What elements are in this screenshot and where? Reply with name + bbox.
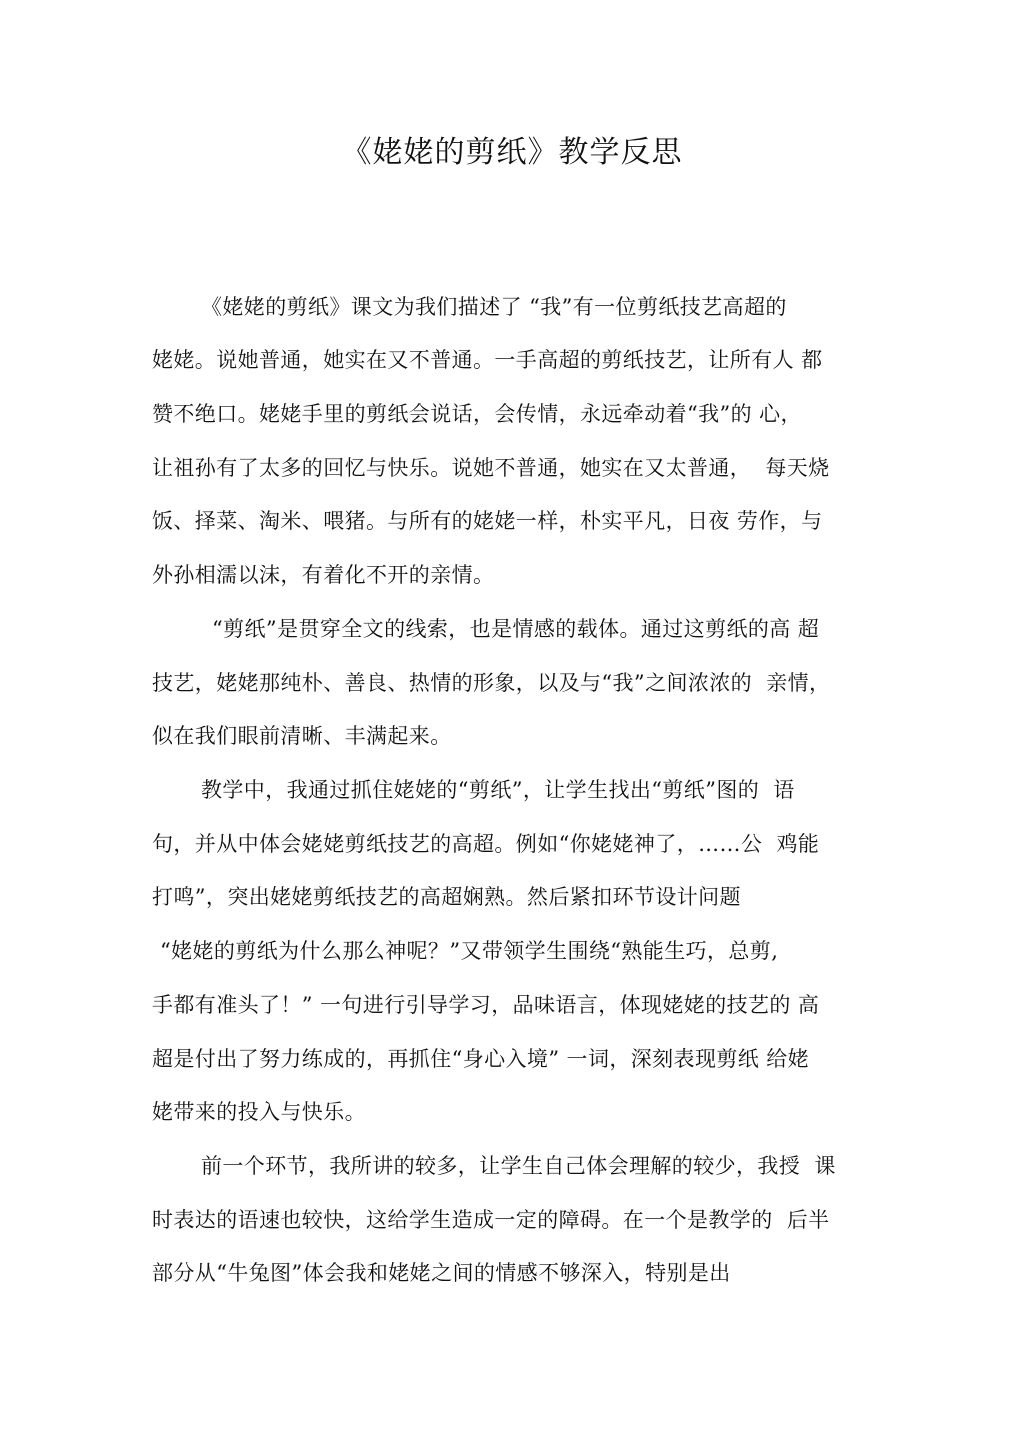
paragraph-line: 《姥姥的剪纸》课文为我们描述了 “我”有一位剪纸技艺高超的 (201, 295, 787, 319)
paragraph-line: 部分从“牛兔图”体会我和姥姥之间的情感不够深入，特别是出 (152, 1261, 731, 1285)
paragraph-line: “剪纸”是贯穿全文的线索，也是情感的载体。通过这剪纸的高 超 (212, 617, 820, 641)
paragraph-line: 前一个环节，我所讲的较多，让学生自己体会理解的较少，我授 课 (201, 1154, 836, 1178)
document-title: 《姥姥的剪纸》教学反思 (341, 135, 683, 170)
paragraph-line: 姥姥。说她普通，她实在又不普通。一手高超的剪纸技艺，让所有人 都 (152, 348, 823, 372)
paragraph-line: “姥姥的剪纸为什么那么神呢？”又带领学生围绕“熟能生巧，总剪, (160, 939, 779, 963)
paragraph-line: 教学中，我通过抓住姥姥的“剪纸”，让学生找出“剪纸”图的 语 (201, 778, 795, 802)
paragraph-line: 赞不绝口。姥姥手里的剪纸会说话，会传情，永远牵动着“我”的 心， (152, 402, 802, 426)
paragraph-line: 手都有准头了！” 一句进行引导学习，品味语言，体现姥姥的技艺的 高 (152, 993, 820, 1017)
paragraph-line: 打鸣”，突出姥姥剪纸技艺的高超娴熟。然后紧扣环节设计问题 (152, 885, 741, 909)
paragraph-line: 超是付出了努力练成的，再抓住“身心入境” 一词，深刻表现剪纸 给姥 (152, 1047, 810, 1071)
paragraph-line: 时表达的语速也较快，这给学生造成一定的障碍。在一个是教学的 后半 (152, 1208, 830, 1232)
paragraph-line: 外孙相濡以沫，有着化不开的亲情。 (152, 563, 495, 587)
paragraph-line: 饭、择菜、淘米、喂猪。与所有的姥姥一样，朴实平凡，日夜 劳作，与 (152, 509, 823, 533)
paragraph-line: 技艺，姥姥那纯朴、善良、热情的形象，以及与“我”之间浓浓的 亲情， (152, 671, 831, 695)
paragraph-line: 让祖孙有了太多的回忆与快乐。说她不普通，她实在又太普通， 每天烧 (152, 456, 830, 480)
paragraph-line: 似在我们眼前清晰、丰满起来。 (152, 724, 452, 748)
paragraph-line: 句，并从中体会姥姥剪纸技艺的高超。例如“你姥姥神了，……公 鸡能 (152, 832, 820, 856)
paragraph-line: 姥带来的投入与快乐。 (152, 1100, 366, 1124)
